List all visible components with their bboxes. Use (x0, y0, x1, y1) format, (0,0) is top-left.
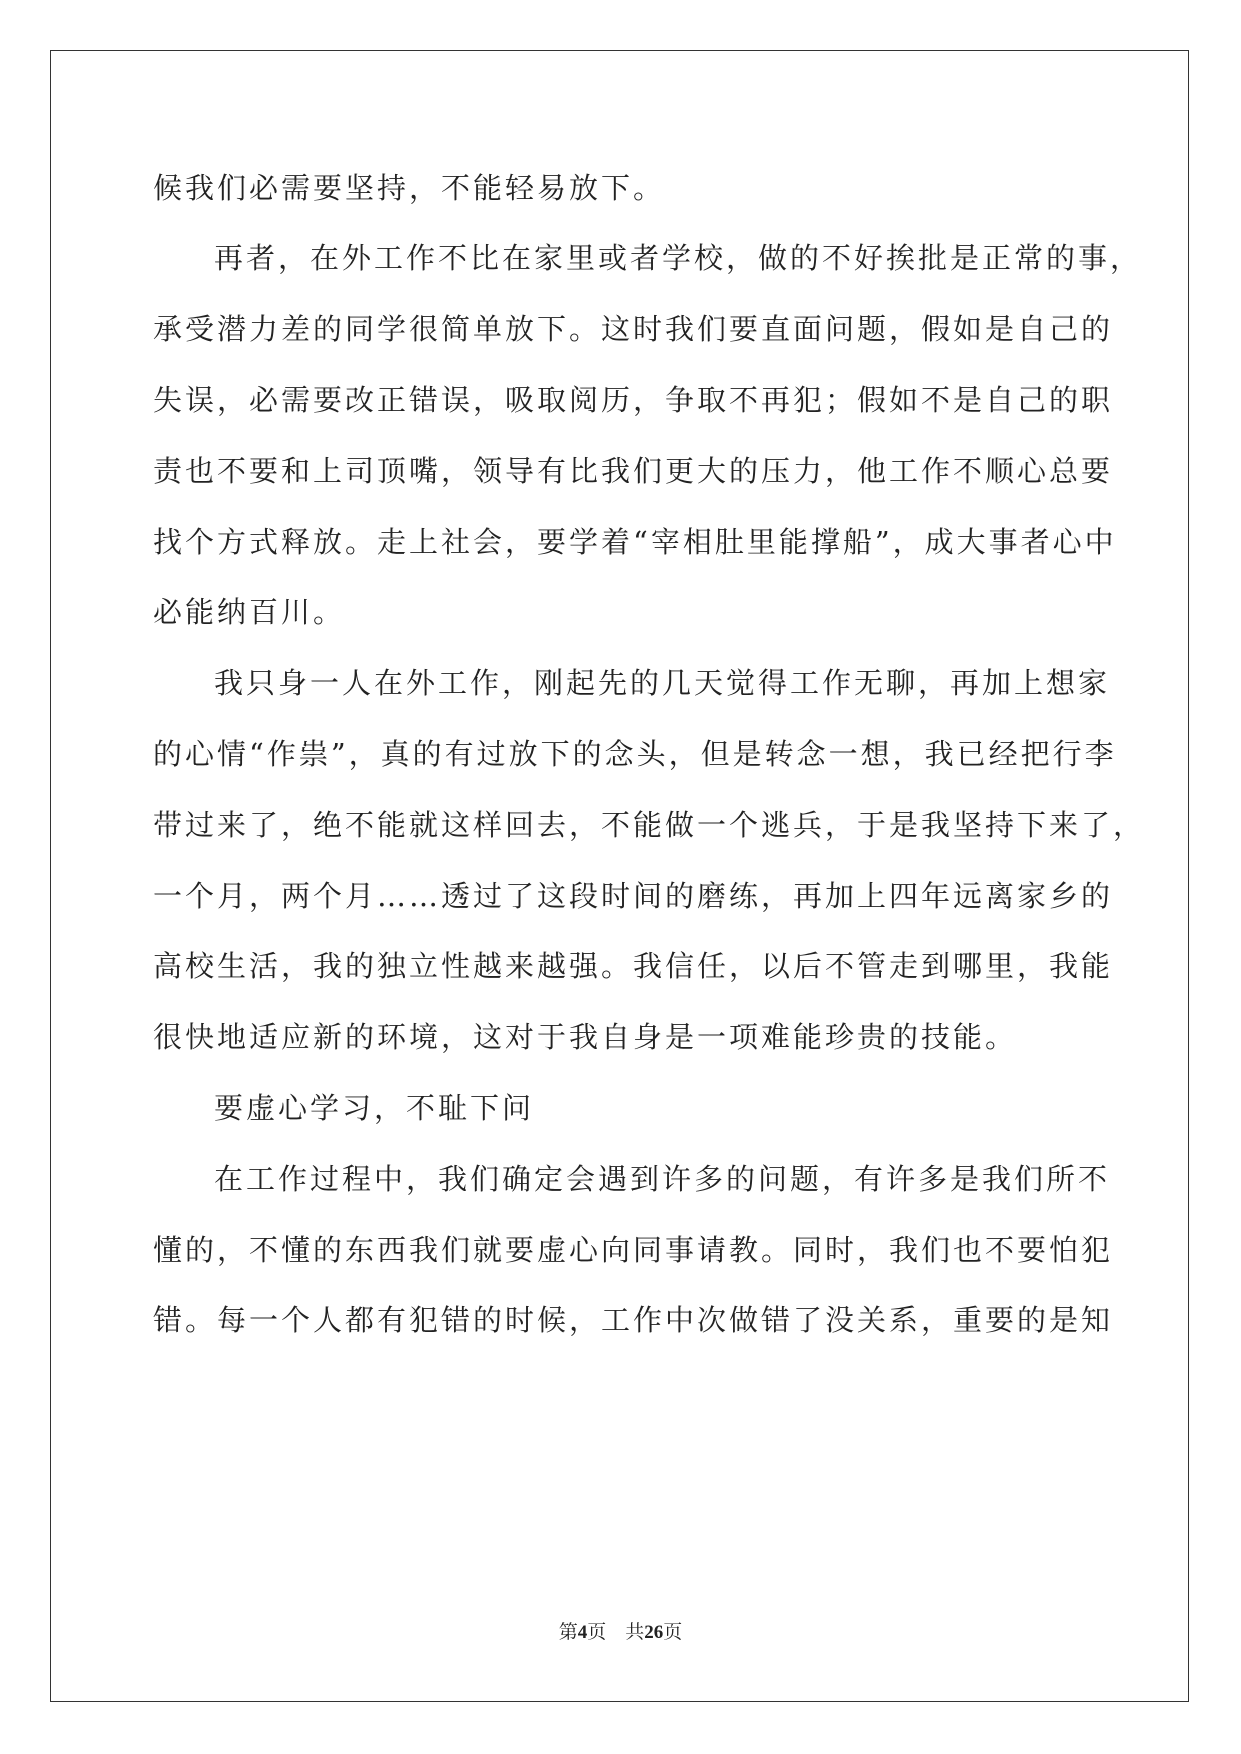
paragraph-first-line: 再者，在外工作不比在家里或者学校，做的不好挨批是正常的事， (214, 241, 1143, 275)
text-line: 很快地适应新的环境，这对于我自身是一项难能珍贵的技能。 (153, 1020, 1018, 1054)
page-footer (0, 1617, 1241, 1644)
text-line: 失误，必需要改正错误，吸取阅历，争取不再犯；假如不是自己的职 (153, 383, 1114, 417)
text-line: 的心情“作祟”，真的有过放下的念头，但是转念一想，我已经把行李 (153, 737, 1117, 771)
total-suffix: 页 (663, 1622, 683, 1643)
text-line: 必能纳百川。 (153, 595, 346, 629)
text-line: 高校生活，我的独立性越来越强。我信任，以后不管走到哪里，我能 (153, 949, 1114, 983)
text-line: 候我们必需要坚持，不能轻易放下。 (153, 171, 666, 205)
text-line: 找个方式释放。走上社会，要学着“宰相肚里能撑船”，成大事者心中 (153, 525, 1117, 559)
text-line: 带过来了，绝不能就这样回去，不能做一个逃兵，于是我坚持下来了， (153, 808, 1146, 842)
paragraph-first-line: 在工作过程中，我们确定会遇到许多的问题，有许多是我们所不 (214, 1162, 1111, 1196)
text-line: 懂的，不懂的东西我们就要虚心向同事请教。同时，我们也不要怕犯 (153, 1233, 1114, 1267)
text-line: 责也不要和上司顶嘴，领导有比我们更大的压力，他工作不顺心总要 (153, 454, 1114, 488)
page-suffix: 页 (587, 1622, 607, 1643)
page-number: 4 (577, 1622, 588, 1643)
text-line: 错。每一个人都有犯错的时候，工作中次做错了没关系，重要的是知 (153, 1303, 1114, 1337)
page-prefix: 第 (558, 1622, 578, 1643)
total-pages: 26 (644, 1622, 664, 1643)
paragraph-first-line: 我只身一人在外工作，刚起先的几天觉得工作无聊，再加上想家 (214, 666, 1111, 700)
section-heading: 要虚心学习，不耻下问 (214, 1091, 535, 1125)
text-line: 承受潜力差的同学很简单放下。这时我们要直面问题，假如是自己的 (153, 312, 1114, 346)
text-line: 一个月，两个月……透过了这段时间的磨练，再加上四年远离家乡的 (153, 879, 1114, 913)
total-prefix: 共 (625, 1622, 645, 1643)
